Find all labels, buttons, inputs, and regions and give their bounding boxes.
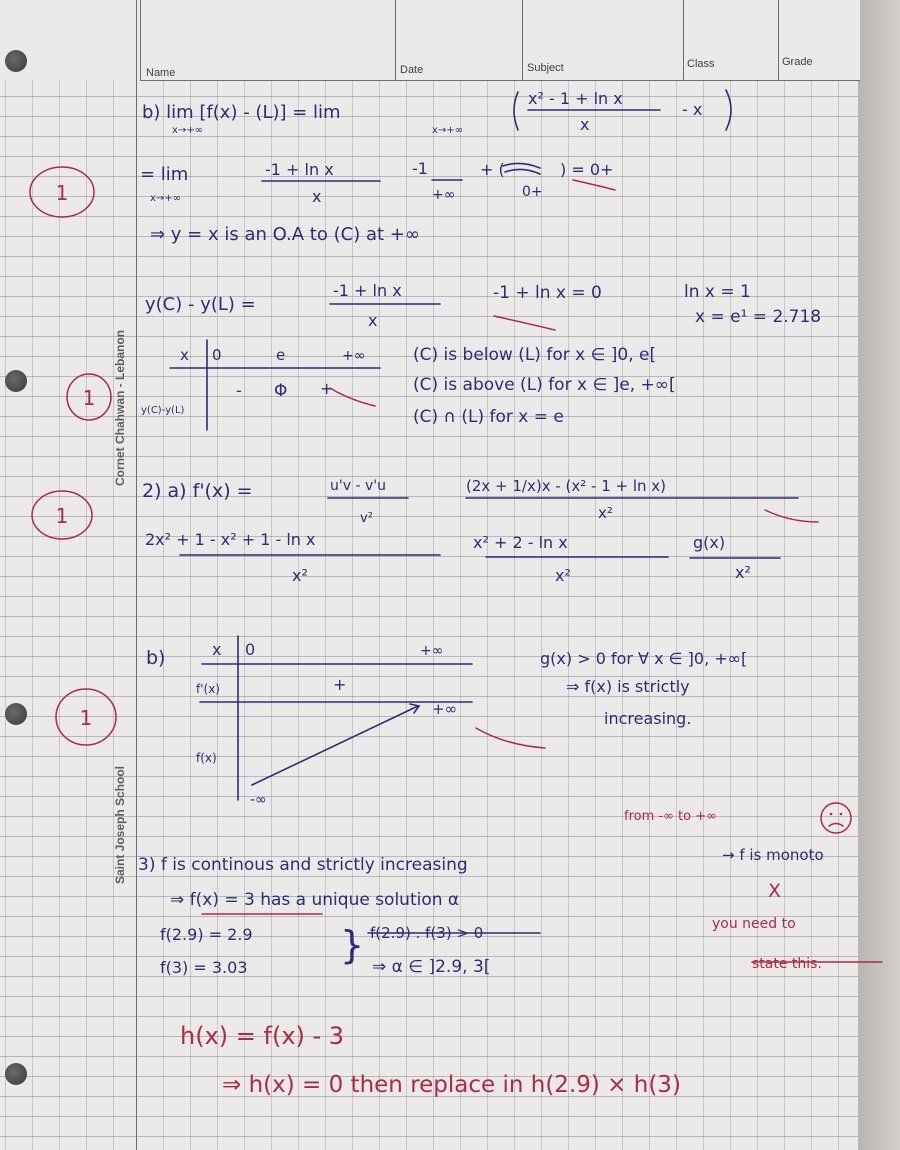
svg-text:(C) ∩ (L) for x = e: (C) ∩ (L) for x = e [413,407,564,427]
svg-text:x²: x² [292,566,308,585]
svg-text:-∞: -∞ [250,792,267,808]
svg-text:f'(x): f'(x) [196,682,220,696]
svg-text:+ (: + ( [480,160,505,179]
svg-text:h(x) = f(x) - 3: h(x) = f(x) - 3 [180,1022,345,1050]
svg-text:⇒ α ∈ ]2.9, 3[: ⇒ α ∈ ]2.9, 3[ [372,957,491,977]
svg-text:+: + [333,675,347,694]
svg-text:from -∞ to +∞: from -∞ to +∞ [624,809,717,824]
teacher-note-range [624,803,851,833]
subject-label: Subject [527,62,564,74]
svg-text:-1 + ln x = 0: -1 + ln x = 0 [493,283,602,303]
svg-text:+∞: +∞ [420,643,444,659]
svg-text:state this.: state this. [752,956,822,972]
svg-text:1: 1 [55,504,69,528]
asymptote-conclusion: ⇒ y = x is an O.A to (C) at +∞ [150,224,420,245]
svg-text:x²: x² [555,566,571,585]
svg-text:f(3) = 3.03: f(3) = 3.03 [160,958,248,977]
svg-text:= lim: = lim [140,164,189,185]
svg-text:→ f is monoto: → f is monoto [722,846,824,864]
svg-text:(2x + 1/x)x - (x² - 1 + ln x): (2x + 1/x)x - (x² - 1 + ln x) [466,477,667,495]
svg-text:u'v - v'u: u'v - v'u [330,478,386,494]
svg-text:g(x) > 0 for ∀ x ∈ ]0, +∞[: g(x) > 0 for ∀ x ∈ ]0, +∞[ [540,649,748,668]
grade-circle [32,491,92,539]
name-label: Name [146,67,176,79]
svg-text:+∞: +∞ [432,700,458,718]
svg-text:- x: - x [682,100,703,119]
svg-text:1: 1 [79,706,93,730]
svg-text:y(C)-y(L): y(C)-y(L) [141,405,185,416]
svg-text:y(C) - y(L) =: y(C) - y(L) = [145,294,256,315]
svg-text:0+: 0+ [522,184,543,200]
svg-text:x→+∞: x→+∞ [150,193,182,204]
svg-text:x = e¹ = 2.718: x = e¹ = 2.718 [695,307,822,327]
svg-text:1: 1 [82,386,96,410]
svg-text:x: x [212,640,222,659]
grade-label: Grade [782,56,813,68]
relative-position [141,281,821,430]
svg-text:X: X [768,880,782,902]
svg-text:f(2.9) = 2.9: f(2.9) = 2.9 [160,925,253,944]
limit-line-2 [140,159,615,206]
svg-text:x: x [580,115,590,134]
school-name: Saint Joseph School [113,765,127,885]
svg-text:x²: x² [598,504,613,522]
svg-text:x: x [312,187,322,206]
grade-circle [30,167,94,217]
svg-text:f(x): f(x) [196,751,217,765]
svg-text:3) f is continous and strictly: 3) f is continous and strictly increasing [138,855,468,875]
svg-text:1: 1 [55,181,69,205]
svg-text:+∞: +∞ [432,187,456,203]
svg-text:x→+∞: x→+∞ [172,125,204,136]
svg-text:(C) is below (L) for x ∈ ]0, e: (C) is below (L) for x ∈ ]0, e[ [413,345,657,365]
svg-text:0: 0 [212,346,222,364]
svg-text:x→+∞: x→+∞ [432,125,464,136]
limit-line-1 [142,89,731,136]
svg-text:ln x = 1: ln x = 1 [684,282,751,302]
date-label: Date [400,64,424,76]
derivative-section [142,477,818,585]
variation-table [146,636,747,808]
svg-text:x² + 2 - ln x: x² + 2 - ln x [473,533,568,552]
svg-text:-: - [236,381,242,400]
school-location: Cornet Chahwan - Lebanon [113,330,127,486]
svg-text:(C) is above (L) for x ∈ ]e, +: (C) is above (L) for x ∈ ]e, +∞[ [413,375,676,395]
svg-text:-1: -1 [412,159,428,178]
grade-circle [56,689,116,745]
svg-text:-1 + ln x: -1 + ln x [333,281,402,300]
teacher-final-comment: ⇒ h(x) = 0 then replace in h(2.9) × h(3) [222,1072,681,1098]
svg-text:x²: x² [735,563,751,582]
svg-text:⇒ f(x) is strictly: ⇒ f(x) is strictly [566,677,690,696]
svg-text:) = 0+: ) = 0+ [560,160,614,179]
svg-text:f(2.9) . f(3) > 0: f(2.9) . f(3) > 0 [370,924,484,942]
svg-text:b) lim [f(x) - (L)] = lim: b) lim [f(x) - (L)] = lim [142,102,341,123]
svg-text:0: 0 [245,640,256,659]
svg-text:2) a) f'(x) =: 2) a) f'(x) = [142,480,253,502]
existence-proof [138,846,882,1050]
svg-text:x² - 1 + ln x: x² - 1 + ln x [528,89,623,108]
svg-text:x: x [180,346,189,364]
svg-text:+∞: +∞ [342,348,366,364]
svg-text:e: e [276,346,286,364]
svg-text:x: x [368,311,378,330]
svg-text:b): b) [146,647,166,669]
grade-circle [67,374,111,420]
svg-text:g(x): g(x) [693,533,726,552]
svg-text:v²: v² [360,511,373,526]
svg-text:increasing.: increasing. [604,709,692,728]
svg-text:you need to: you need to [712,916,796,932]
svg-text:}: } [340,923,365,967]
svg-text:+: + [320,379,334,398]
svg-text:⇒ f(x) = 3 has a unique soluti: ⇒ f(x) = 3 has a unique solution α [170,890,460,910]
svg-text:-1 + ln x: -1 + ln x [265,160,334,179]
svg-text:Φ: Φ [274,381,288,401]
class-label: Class [687,58,715,70]
svg-text:2x² + 1 - x² + 1 - ln x: 2x² + 1 - x² + 1 - ln x [145,530,316,549]
